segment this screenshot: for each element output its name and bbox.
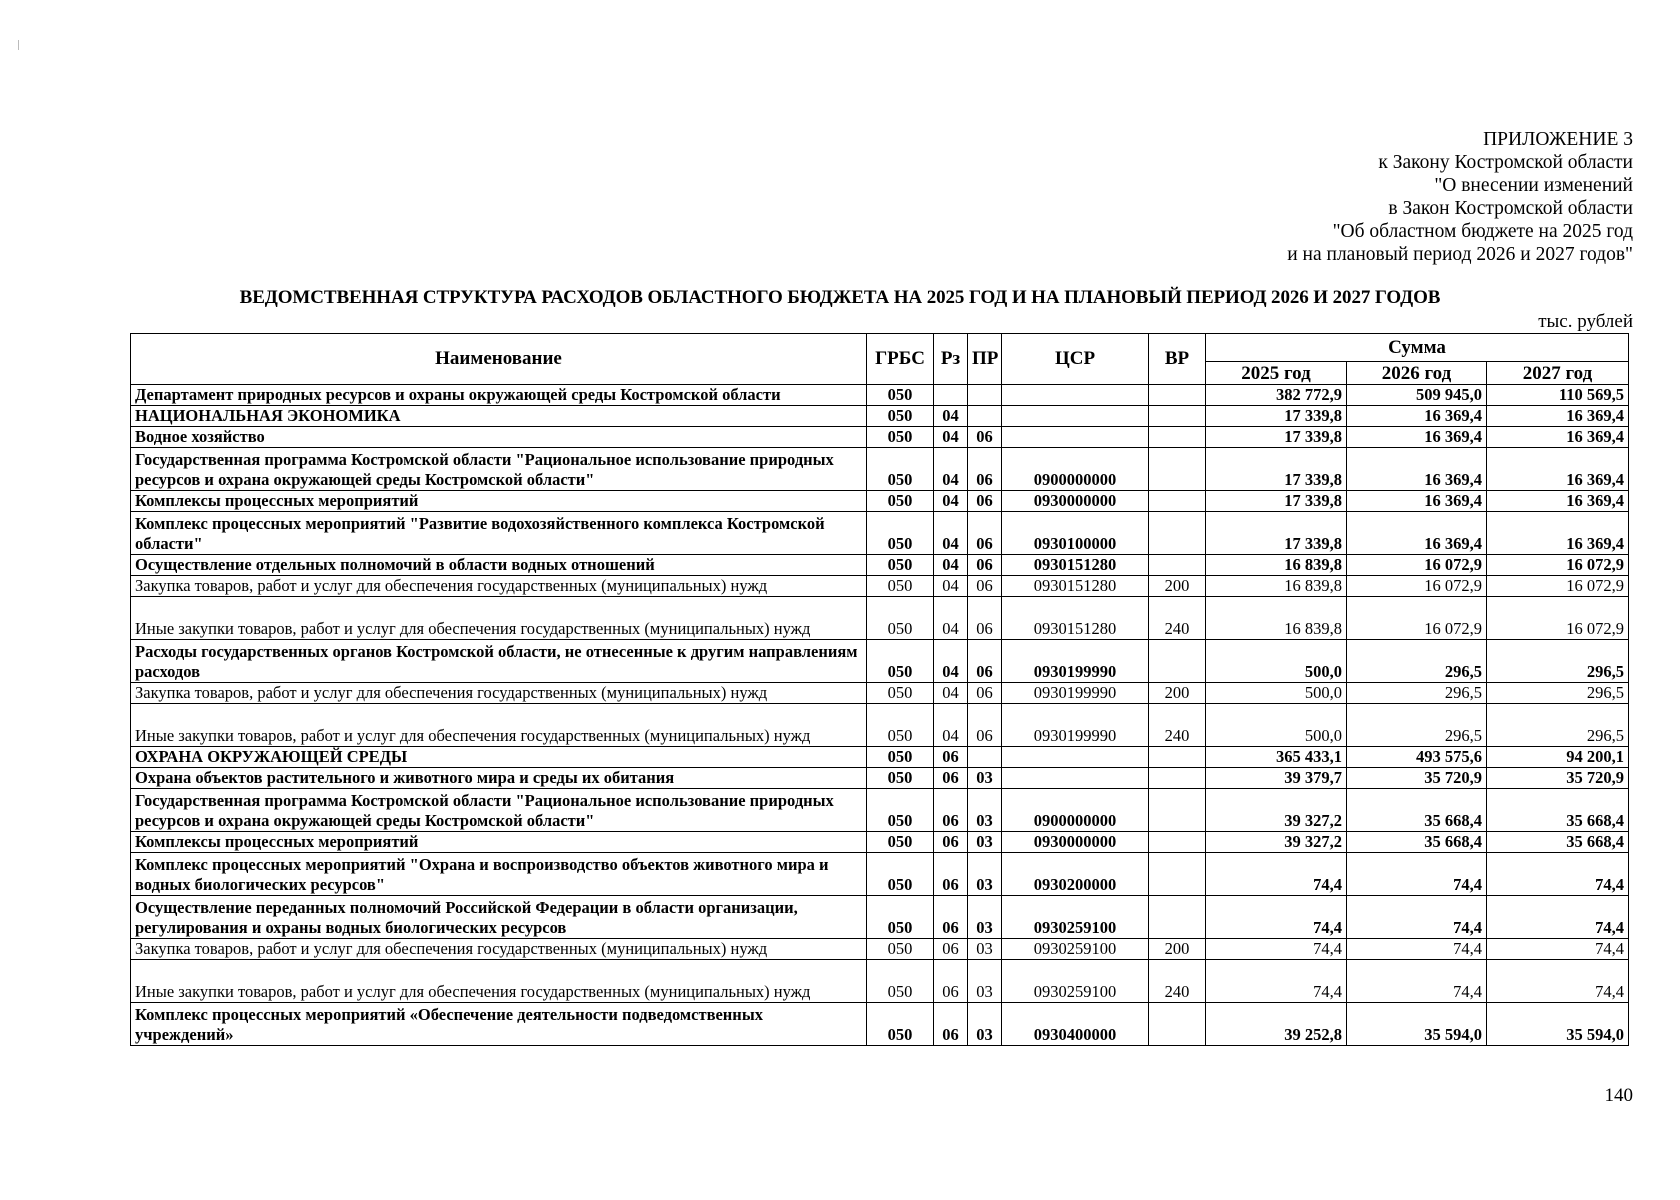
cell-2027: 35 668,4 (1487, 789, 1629, 832)
cell-csr: 0930100000 (1002, 512, 1149, 555)
cell-name: Осуществление переданных полномочий Российской Федерации в области организации, регулирования и охраны водных биологических ресурсов (131, 896, 867, 939)
cell-pr: 03 (968, 939, 1002, 960)
cell-rz: 04 (934, 704, 968, 747)
cell-rz: 04 (934, 512, 968, 555)
cell-grbs: 050 (867, 512, 934, 555)
cell-2026: 74,4 (1347, 896, 1487, 939)
cell-pr: 03 (968, 1003, 1002, 1046)
cell-2027: 74,4 (1487, 853, 1629, 896)
cell-grbs: 050 (867, 640, 934, 683)
cell-2027: 16 369,4 (1487, 512, 1629, 555)
cell-name: Закупка товаров, работ и услуг для обеспечения государственных (муниципальных) нужд (131, 683, 867, 704)
cell-pr: 03 (968, 789, 1002, 832)
cell-grbs: 050 (867, 853, 934, 896)
cell-2025: 17 339,8 (1206, 406, 1347, 427)
cell-name: Водное хозяйство (131, 427, 867, 448)
cell-2026: 509 945,0 (1347, 385, 1487, 406)
cell-grbs: 050 (867, 832, 934, 853)
header-grbs: ГРБС (867, 334, 934, 385)
cell-pr: 03 (968, 832, 1002, 853)
cell-2025: 382 772,9 (1206, 385, 1347, 406)
cell-name: Комплекс процессных мероприятий "Развитие водохозяйственного комплекса Костромской области" (131, 512, 867, 555)
cell-2027: 16 369,4 (1487, 406, 1629, 427)
cell-2025: 365 433,1 (1206, 747, 1347, 768)
cell-2025: 500,0 (1206, 704, 1347, 747)
cell-vr (1149, 789, 1206, 832)
cell-rz: 06 (934, 960, 968, 1003)
cell-vr (1149, 385, 1206, 406)
cell-vr (1149, 427, 1206, 448)
appendix-header (1287, 128, 1633, 266)
cell-2025: 39 327,2 (1206, 789, 1347, 832)
cell-pr: 06 (968, 640, 1002, 683)
cell-2026: 16 369,4 (1347, 512, 1487, 555)
cell-rz: 04 (934, 491, 968, 512)
cell-vr (1149, 853, 1206, 896)
appendix-line: и на плановый период 2026 и 2027 годов" (1287, 244, 1633, 265)
cell-vr: 200 (1149, 939, 1206, 960)
cell-rz: 06 (934, 939, 968, 960)
cell-pr: 06 (968, 512, 1002, 555)
cell-name: Иные закупки товаров, работ и услуг для обеспечения государственных (муниципальных) нужд (131, 704, 867, 747)
table-row (131, 406, 1629, 427)
table-row (131, 448, 1629, 491)
cell-name: НАЦИОНАЛЬНАЯ ЭКОНОМИКА (131, 406, 867, 427)
table-row (131, 491, 1629, 512)
cell-2027: 74,4 (1487, 960, 1629, 1003)
cell-2026: 74,4 (1347, 853, 1487, 896)
cell-name: Осуществление отдельных полномочий в области водных отношений (131, 555, 867, 576)
cell-2026: 493 575,6 (1347, 747, 1487, 768)
cell-2026: 35 720,9 (1347, 768, 1487, 789)
cell-name: Комплексы процессных мероприятий (131, 832, 867, 853)
cell-grbs: 050 (867, 747, 934, 768)
page-number: 140 (1604, 1085, 1633, 1106)
cell-pr: 06 (968, 597, 1002, 640)
cell-name: Закупка товаров, работ и услуг для обеспечения государственных (муниципальных) нужд (131, 576, 867, 597)
cell-vr (1149, 832, 1206, 853)
header-2027: 2027 год (1487, 362, 1629, 385)
cell-csr: 0930000000 (1002, 832, 1149, 853)
cell-grbs: 050 (867, 704, 934, 747)
cell-rz: 04 (934, 683, 968, 704)
cell-name: Государственная программа Костромской области "Рациональное использование природных ресурсов и охрана окружающей среды Костромской области" (131, 789, 867, 832)
cell-2025: 39 379,7 (1206, 768, 1347, 789)
cell-csr: 0930151280 (1002, 555, 1149, 576)
cell-2027: 296,5 (1487, 704, 1629, 747)
cell-grbs: 050 (867, 448, 934, 491)
table-row (131, 512, 1629, 555)
cell-grbs: 050 (867, 406, 934, 427)
cell-pr (968, 406, 1002, 427)
table-row (131, 683, 1629, 704)
cell-2025: 16 839,8 (1206, 597, 1347, 640)
table-row (131, 576, 1629, 597)
cell-rz: 04 (934, 406, 968, 427)
cell-grbs: 050 (867, 427, 934, 448)
cell-vr (1149, 768, 1206, 789)
appendix-line: в Закон Костромской области (1388, 198, 1633, 219)
cell-pr: 03 (968, 768, 1002, 789)
cell-name: Комплекс процессных мероприятий "Охрана и воспроизводство объектов животного мира и водных биологических ресурсов" (131, 853, 867, 896)
cell-grbs: 050 (867, 789, 934, 832)
cell-2025: 16 839,8 (1206, 576, 1347, 597)
cell-vr (1149, 448, 1206, 491)
cell-rz: 06 (934, 896, 968, 939)
cell-vr (1149, 406, 1206, 427)
cell-2026: 74,4 (1347, 960, 1487, 1003)
cell-grbs: 050 (867, 491, 934, 512)
cell-grbs: 050 (867, 768, 934, 789)
units-label: тыс. рублей (1538, 311, 1633, 332)
cell-rz (934, 385, 968, 406)
cell-2025: 39 327,2 (1206, 832, 1347, 853)
cell-grbs: 050 (867, 939, 934, 960)
table-row (131, 747, 1629, 768)
cell-grbs: 050 (867, 683, 934, 704)
cell-rz: 04 (934, 427, 968, 448)
budget-table (130, 333, 1629, 1046)
cell-pr: 06 (968, 704, 1002, 747)
cell-csr: 0930200000 (1002, 853, 1149, 896)
cell-grbs: 050 (867, 576, 934, 597)
cell-csr (1002, 385, 1149, 406)
table-row (131, 853, 1629, 896)
cell-grbs: 050 (867, 385, 934, 406)
table-row (131, 704, 1629, 747)
cell-2027: 16 369,4 (1487, 491, 1629, 512)
cell-2025: 500,0 (1206, 640, 1347, 683)
cell-vr: 240 (1149, 597, 1206, 640)
cell-csr: 0930259100 (1002, 896, 1149, 939)
cell-2027: 296,5 (1487, 683, 1629, 704)
cell-csr (1002, 406, 1149, 427)
cell-grbs: 050 (867, 960, 934, 1003)
cell-vr: 200 (1149, 683, 1206, 704)
cell-name: Иные закупки товаров, работ и услуг для обеспечения государственных (муниципальных) нужд (131, 960, 867, 1003)
cell-2027: 16 369,4 (1487, 448, 1629, 491)
cell-vr: 200 (1149, 576, 1206, 597)
cell-2025: 17 339,8 (1206, 448, 1347, 491)
cell-grbs: 050 (867, 555, 934, 576)
cell-2026: 35 668,4 (1347, 832, 1487, 853)
table-header (131, 334, 1629, 385)
table-row (131, 427, 1629, 448)
cell-2026: 74,4 (1347, 939, 1487, 960)
table-row (131, 555, 1629, 576)
cell-grbs: 050 (867, 1003, 934, 1046)
cell-csr: 0930199990 (1002, 640, 1149, 683)
cell-2027: 16 072,9 (1487, 555, 1629, 576)
cell-2025: 74,4 (1206, 853, 1347, 896)
cell-csr: 0930259100 (1002, 960, 1149, 1003)
cell-pr: 06 (968, 576, 1002, 597)
cell-grbs: 050 (867, 597, 934, 640)
header-csr: ЦСР (1002, 334, 1149, 385)
cell-2027: 16 072,9 (1487, 576, 1629, 597)
cell-csr (1002, 768, 1149, 789)
cell-vr (1149, 512, 1206, 555)
cell-vr: 240 (1149, 704, 1206, 747)
table-row (131, 597, 1629, 640)
cell-2026: 16 369,4 (1347, 406, 1487, 427)
cell-pr: 03 (968, 853, 1002, 896)
cell-name: Охрана объектов растительного и животного мира и среды их обитания (131, 768, 867, 789)
cell-rz: 06 (934, 789, 968, 832)
cell-name: Закупка товаров, работ и услуг для обеспечения государственных (муниципальных) нужд (131, 939, 867, 960)
cell-2026: 296,5 (1347, 683, 1487, 704)
table-row (131, 960, 1629, 1003)
cell-grbs: 050 (867, 896, 934, 939)
cell-pr: 03 (968, 960, 1002, 1003)
cell-2025: 17 339,8 (1206, 491, 1347, 512)
table-row (131, 789, 1629, 832)
header-rz: Рз (934, 334, 968, 385)
cell-rz: 06 (934, 747, 968, 768)
cell-csr: 0930400000 (1002, 1003, 1149, 1046)
cell-2026: 16 369,4 (1347, 448, 1487, 491)
table-row (131, 640, 1629, 683)
cell-vr: 240 (1149, 960, 1206, 1003)
cell-rz: 04 (934, 448, 968, 491)
cell-pr (968, 385, 1002, 406)
table-row (131, 385, 1629, 406)
cell-csr: 0900000000 (1002, 448, 1149, 491)
cell-2027: 94 200,1 (1487, 747, 1629, 768)
cell-2027: 74,4 (1487, 939, 1629, 960)
cell-csr: 0930000000 (1002, 491, 1149, 512)
cell-name: ОХРАНА ОКРУЖАЮЩЕЙ СРЕДЫ (131, 747, 867, 768)
cell-rz: 06 (934, 853, 968, 896)
cell-csr (1002, 747, 1149, 768)
cell-2025: 500,0 (1206, 683, 1347, 704)
cell-vr (1149, 555, 1206, 576)
appendix-line: к Закону Костромской области (1378, 152, 1633, 173)
cell-rz: 06 (934, 832, 968, 853)
table-body (131, 385, 1629, 1046)
cell-rz: 06 (934, 768, 968, 789)
header-2025: 2025 год (1206, 362, 1347, 385)
cell-rz: 04 (934, 640, 968, 683)
appendix-line: "Об областном бюджете на 2025 год (1332, 221, 1633, 242)
table-row (131, 939, 1629, 960)
cell-2027: 296,5 (1487, 640, 1629, 683)
cell-2027: 16 072,9 (1487, 597, 1629, 640)
cell-2026: 296,5 (1347, 704, 1487, 747)
cell-rz: 06 (934, 1003, 968, 1046)
cell-pr: 03 (968, 896, 1002, 939)
header-vr: ВР (1149, 334, 1206, 385)
header-sum: Сумма (1206, 334, 1629, 362)
cell-2025: 74,4 (1206, 960, 1347, 1003)
cell-csr (1002, 427, 1149, 448)
cell-2026: 35 668,4 (1347, 789, 1487, 832)
appendix-line: ПРИЛОЖЕНИЕ 3 (1483, 129, 1633, 150)
cell-name: Расходы государственных органов Костромской области, не отнесенные к другим направлениям расходов (131, 640, 867, 683)
scan-artifact (18, 40, 19, 50)
document-title: ВЕДОМСТВЕННАЯ СТРУКТУРА РАСХОДОВ ОБЛАСТНОГО БЮДЖЕТА НА 2025 ГОД И НА ПЛАНОВЫЙ ПЕРИОД 2026 И 2027 ГОДОВ (239, 287, 1441, 308)
cell-2026: 16 072,9 (1347, 597, 1487, 640)
cell-2027: 110 569,5 (1487, 385, 1629, 406)
cell-2025: 39 252,8 (1206, 1003, 1347, 1046)
cell-2027: 35 594,0 (1487, 1003, 1629, 1046)
cell-2026: 35 594,0 (1347, 1003, 1487, 1046)
header-pr: ПР (968, 334, 1002, 385)
cell-pr: 06 (968, 555, 1002, 576)
cell-name: Комплекс процессных мероприятий «Обеспечение деятельности подведомственных учреждений» (131, 1003, 867, 1046)
table-row (131, 768, 1629, 789)
cell-name: Государственная программа Костромской области "Рациональное использование природных ресурсов и охрана окружающей среды Костромской области" (131, 448, 867, 491)
cell-2025: 17 339,8 (1206, 427, 1347, 448)
header-2026: 2026 год (1347, 362, 1487, 385)
appendix-line: "О внесении изменений (1434, 175, 1633, 196)
cell-pr: 06 (968, 427, 1002, 448)
cell-2025: 74,4 (1206, 939, 1347, 960)
cell-vr (1149, 1003, 1206, 1046)
cell-csr: 0900000000 (1002, 789, 1149, 832)
cell-2027: 74,4 (1487, 896, 1629, 939)
cell-name: Департамент природных ресурсов и охраны окружающей среды Костромской области (131, 385, 867, 406)
cell-pr: 06 (968, 448, 1002, 491)
cell-pr: 06 (968, 491, 1002, 512)
cell-name: Комплексы процессных мероприятий (131, 491, 867, 512)
cell-2026: 16 369,4 (1347, 491, 1487, 512)
cell-2025: 74,4 (1206, 896, 1347, 939)
cell-name: Иные закупки товаров, работ и услуг для обеспечения государственных (муниципальных) нужд (131, 597, 867, 640)
cell-csr: 0930199990 (1002, 683, 1149, 704)
cell-2027: 16 369,4 (1487, 427, 1629, 448)
cell-csr: 0930151280 (1002, 597, 1149, 640)
cell-2026: 16 072,9 (1347, 555, 1487, 576)
cell-2026: 16 369,4 (1347, 427, 1487, 448)
header-name: Наименование (131, 334, 867, 385)
cell-csr: 0930199990 (1002, 704, 1149, 747)
cell-2027: 35 720,9 (1487, 768, 1629, 789)
table-row (131, 1003, 1629, 1046)
cell-rz: 04 (934, 576, 968, 597)
cell-2026: 296,5 (1347, 640, 1487, 683)
cell-vr (1149, 640, 1206, 683)
cell-csr: 0930259100 (1002, 939, 1149, 960)
cell-pr (968, 747, 1002, 768)
cell-2025: 16 839,8 (1206, 555, 1347, 576)
table-row (131, 832, 1629, 853)
cell-vr (1149, 747, 1206, 768)
cell-vr (1149, 491, 1206, 512)
cell-vr (1149, 896, 1206, 939)
table-row (131, 896, 1629, 939)
cell-2027: 35 668,4 (1487, 832, 1629, 853)
cell-pr: 06 (968, 683, 1002, 704)
cell-2025: 17 339,8 (1206, 512, 1347, 555)
cell-rz: 04 (934, 555, 968, 576)
cell-2026: 16 072,9 (1347, 576, 1487, 597)
cell-csr: 0930151280 (1002, 576, 1149, 597)
cell-rz: 04 (934, 597, 968, 640)
